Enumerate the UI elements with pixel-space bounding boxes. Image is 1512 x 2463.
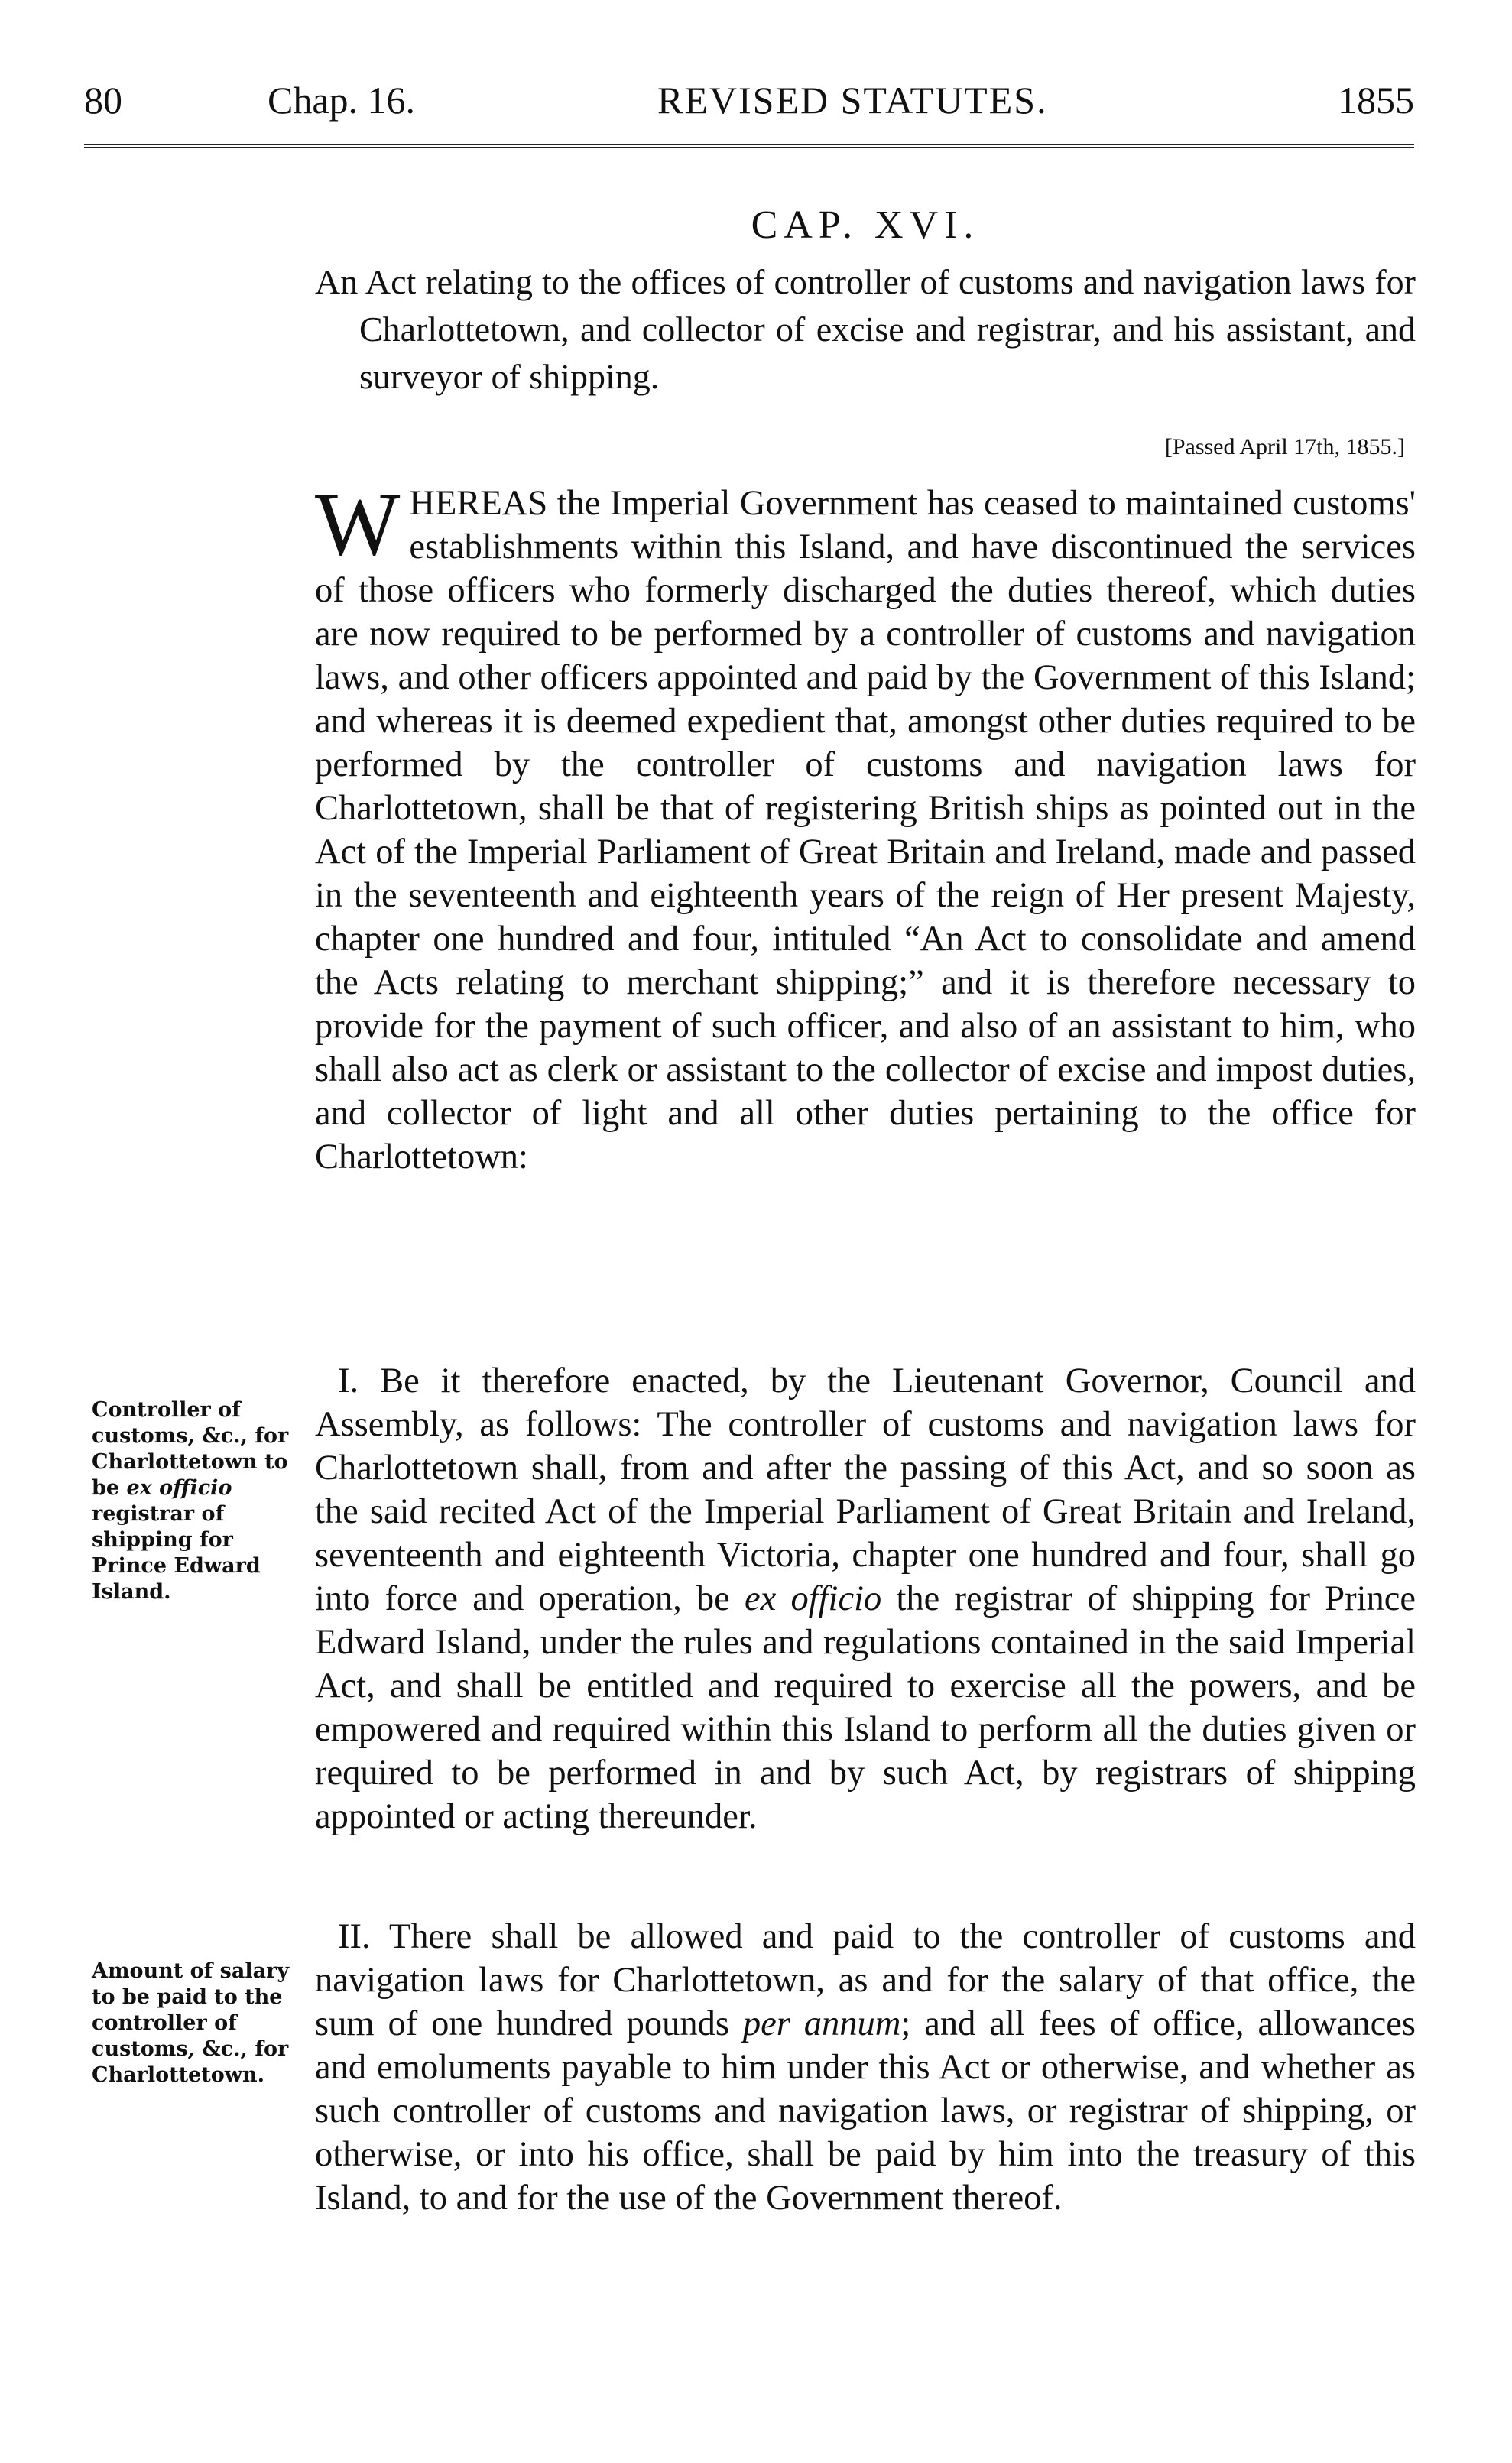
page-number: 80 [84,79,122,122]
running-title: REVISED STATUTES. [657,79,1048,122]
cap-heading: CAP. XVI. [751,203,980,247]
chapter-label: Chap. 16. [268,79,416,122]
section-2-text-b: ; and all fees of office, allowances and emoluments payable to him under this Act or otherwise, and whether as such controller of customs and navigation laws, or registrar of shipping, or otherwise, or into his office, shall be paid by him into the treasury of this Island, to and for the use of the Government thereof. [315,2004,1416,2218]
section-1-text-a: I. Be it therefore enacted, by the Lieutenant Governor, Council and Assembly, as follows: The controller of customs and navigation laws for Charlottetown shall, from and after the passing of this Act, and so soon as the said recited Act of the Imperial Parliament of Great Britain and Ireland, seventeenth and eighteenth Victoria, chapter one hundred and four, shall go into force and operation, be [315,1361,1416,1618]
act-title: An Act relating to the offices of controller of customs and navigation laws for Charlottetown, and collector of excise and registrar, and his assistant, and surveyor of shipping. [315,262,1416,396]
section-1 [315,1359,1416,1838]
section-1-text-b: the registrar of shipping for Prince Edward Island, under the rules and regulations contained in the said Imperial Act, and shall be entitled and required to exercise all the powers, and be empowered and required within this Island to perform all the duties given or required to be performed in and by such Act, by registrars of shipping appointed or acting thereunder. [315,1579,1416,1836]
passed-date: [Passed April 17th, 1855.] [1164,434,1405,459]
section-2 [315,1915,1416,2220]
section-2-italic: per annum [742,2004,901,2043]
margin-note-1-italic: ex officio [126,1476,232,1500]
preamble-text: HEREAS the Imperial Government has ceased to maintained customs' establishments within this Island, and have discontinued the services of those officers who formerly discharged the duties thereof, which duties are now required to be performed by a controller of customs and navigation laws, and other officers appointed and paid by the Government of this Island; and whereas it is deemed expedient that, amongst other duties required to be performed by the controller of customs and navigation laws for Charlottetown, shall be that of registering British ships as pointed out in the Act of the Imperial Parliament of Great Britain and Ireland, made and passed in the seventeenth and eighteenth years of the reign of Her present Majesty, chapter one hundred and four, intituled “An Act to consolidate and amend the Acts relating to merchant shipping;” and it is therefore necessary to provide for the payment of such officer, and also of an assistant to him, who shall also act as clerk or assistant to the collector of excise and impost duties, and collector of light and all other duties pertaining to the office for Charlottetown: [315,484,1416,1176]
margin-note-1-text-a: Controller of customs, &c., for Charlottetown to be [92,1398,289,1500]
preamble [315,474,1416,1179]
header-rule [84,136,1414,148]
margin-note-1-text-b: registrar of shipping for Prince Edward Island. [92,1502,261,1604]
section-2-paragraph [315,1915,1416,2220]
running-head [84,73,1414,127]
section-1-italic: ex officio [745,1579,882,1618]
margin-note-section-2: Amount of salary to be paid to the controller of customs, &c., for Charlottetown. [92,1959,290,2087]
section-1-paragraph [315,1359,1416,1838]
running-year: 1855 [1338,79,1414,122]
drop-cap: W [315,474,401,574]
section-2-text-a: II. There shall be allowed and paid to the controller of customs and navigation laws for Charlottetown, as and for the salary of that office, the sum of one hundred pounds [315,1917,1416,2043]
margin-note-section-1 [92,1397,298,1605]
